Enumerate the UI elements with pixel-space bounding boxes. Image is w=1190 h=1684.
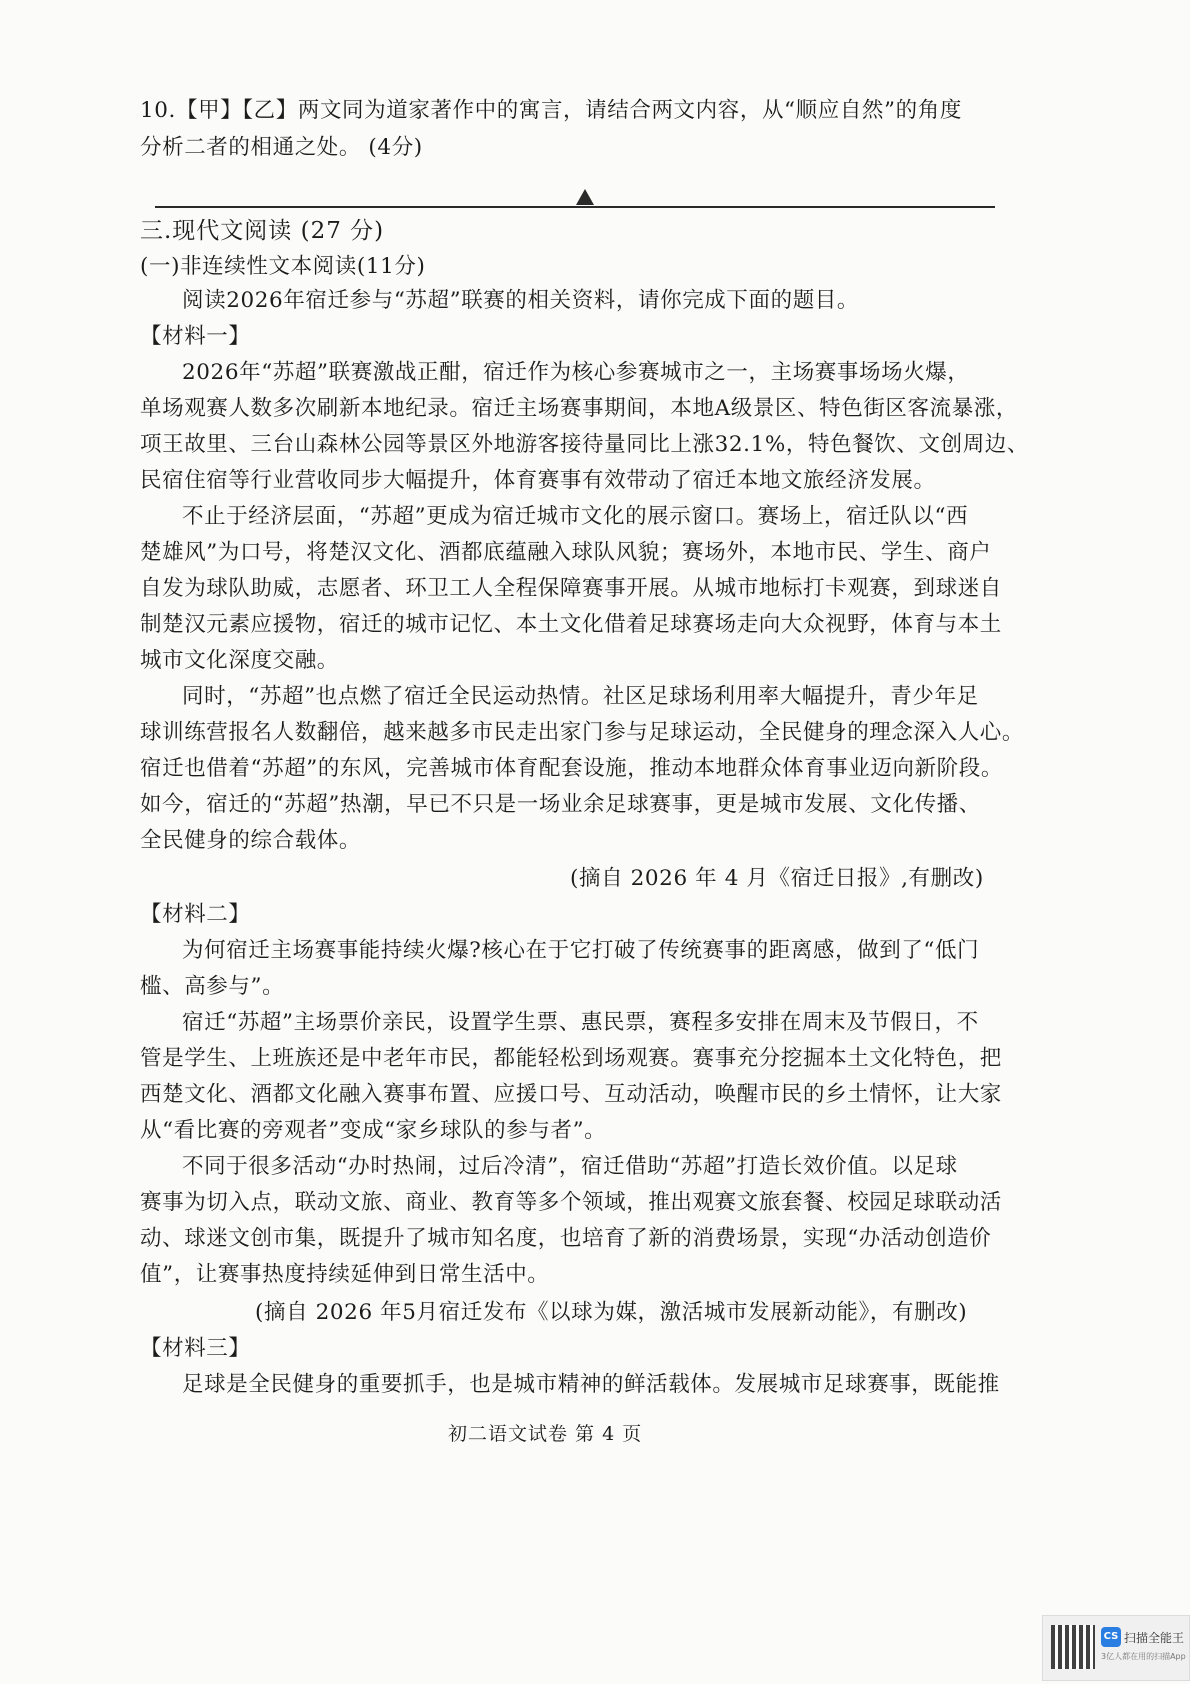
material-1-line: 宿迁也借着“苏超”的东风，完善城市体育配套设施，推动本地群众体育事业迈向新阶段。 xyxy=(140,756,1003,781)
scanner-watermark xyxy=(1042,1615,1190,1681)
material-2-line: 从“看比赛的旁观者”变成“家乡球队的参与者”。 xyxy=(140,1118,607,1143)
reading-intro: 阅读2026年宿迁参与“苏超”联赛的相关资料，请你完成下面的题目。 xyxy=(182,288,860,313)
material-1-source: (摘自 2026 年 4 月《宿迁日报》,有删改) xyxy=(570,866,984,891)
scanner-logo: CS xyxy=(1101,1627,1121,1647)
material-1-line: 单场观赛人数多次刷新本地纪录。宿迁主场赛事期间，本地A级景区、特色街区客流暴涨， xyxy=(140,396,1019,421)
material-1-line: 如今，宿迁的“苏超”热潮，早已不只是一场业余足球赛事，更是城市发展、文化传播、 xyxy=(140,792,981,817)
material-2-line: 动、球迷文创市集，既提升了城市知名度，也培育了新的消费场景，实现“办活动创造价 xyxy=(140,1226,992,1251)
material-2-line: 西楚文化、酒都文化融入赛事布置、应援口号、互动活动，唤醒市民的乡土情怀，让大家 xyxy=(140,1082,1002,1107)
material-1-line: 项王故里、三台山森林公园等景区外地游客接待量同比上涨32.1%，特色餐饮、文创周边、 xyxy=(140,432,1030,457)
watermark-title: 扫描全能王 xyxy=(1124,1631,1185,1645)
triangle-marker-icon xyxy=(576,189,594,205)
material-1-line: 2026年“苏超”联赛激战正酣，宿迁作为核心参赛城市之一，主场赛事场场火爆， xyxy=(182,360,970,385)
material-1-label: 【材料一】 xyxy=(140,324,251,349)
material-1-line: 民宿住宿等行业营收同步大幅提升，体育赛事有效带动了宿迁本地文旅经济发展。 xyxy=(140,468,936,493)
page-footer: 初二语文试卷 第 4 页 xyxy=(448,1423,643,1445)
material-2-line: 管是学生、上班族还是中老年市民，都能轻松到场观赛。赛事充分挖掘本土文化特色，把 xyxy=(140,1046,1002,1071)
material-1-line: 制楚汉元素应援物，宿迁的城市记忆、本土文化借着足球赛场走向大众视野，体育与本土 xyxy=(140,612,1002,637)
material-2-line: 值”，让赛事热度持续延伸到日常生活中。 xyxy=(140,1262,550,1287)
question-10-line-1: 10.【甲】【乙】两文同为道家著作中的寓言，请结合两文内容，从“顺应自然”的角度 xyxy=(140,98,962,123)
material-2-line: 不同于很多活动“办时热闹，过后冷清”，宿迁借助“苏超”打造长效价值。以足球 xyxy=(182,1154,958,1179)
material-1-line: 楚雄风”为口号，将楚汉文化、酒都底蕴融入球队风貌；赛场外，本地市民、学生、商户 xyxy=(140,540,992,565)
material-1-line: 同时，“苏超”也点燃了宿迁全民运动热情。社区足球场利用率大幅提升，青少年足 xyxy=(182,684,979,709)
material-2-line: 宿迁“苏超”主场票价亲民，设置学生票、惠民票，赛程多安排在周末及节假日，不 xyxy=(182,1010,979,1035)
material-2-line: 为何宿迁主场赛事能持续火爆?核心在于它打破了传统赛事的距离感，做到了“低门 xyxy=(182,938,980,963)
material-2-line: 赛事为切入点，联动文旅、商业、教育等多个领域，推出观赛文旅套餐、校园足球联动活 xyxy=(140,1190,1002,1215)
material-2-line: 槛、高参与”。 xyxy=(140,974,285,999)
subsection-1-title: (一)非连续性文本阅读(11分) xyxy=(140,254,426,279)
material-2-source: (摘自 2026 年5月宿迁发布《以球为媒，激活城市发展新动能》，有删改) xyxy=(255,1300,968,1325)
material-1-line: 全民健身的综合载体。 xyxy=(140,828,362,853)
material-2-label: 【材料二】 xyxy=(140,902,251,927)
watermark-subtitle: 3亿人都在用的扫描App xyxy=(1101,1652,1186,1661)
material-3-line: 足球是全民健身的重要抓手，也是城市精神的鲜活载体。发展城市足球赛事，既能推 xyxy=(182,1372,1000,1397)
material-1-line: 球训练营报名人数翻倍，越来越多市民走出家门参与足球运动，全民健身的理念深入人心。 xyxy=(140,720,1025,745)
material-1-line: 不止于经济层面，“苏超”更成为宿迁城市文化的展示窗口。赛场上，宿迁队以“西 xyxy=(182,504,969,529)
qr-code-icon xyxy=(1051,1625,1095,1669)
section-3-title: 三.现代文阅读 (27 分) xyxy=(140,218,385,244)
question-10-line-2: 分析二者的相通之处。 (4分) xyxy=(140,135,423,160)
material-1-line: 城市文化深度交融。 xyxy=(140,648,339,673)
material-1-line: 自发为球队助威，志愿者、环卫工人全程保障赛事开展。从城市地标打卡观赛，到球迷自 xyxy=(140,576,1002,601)
material-3-label: 【材料三】 xyxy=(140,1336,251,1361)
section-divider xyxy=(155,206,995,208)
